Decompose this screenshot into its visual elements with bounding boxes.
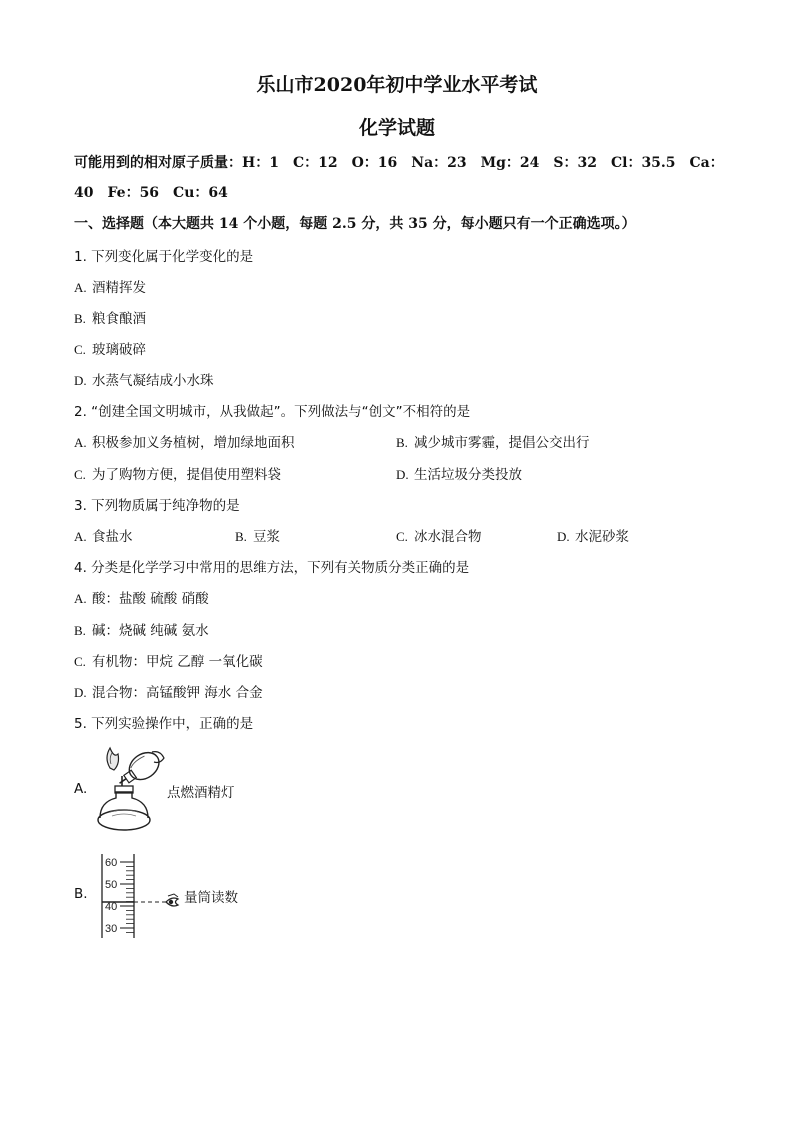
option-letter: B. (74, 311, 86, 326)
alcohol-lamp-figure (94, 746, 166, 834)
atomic-mass-line-1: 可能用到的相对原子质量：H：1 C：12 O：16 Na：23 Mg：24 S：32 Cl：35.5 Ca： (74, 155, 724, 171)
option-letter: A. (74, 529, 87, 544)
eye-icon (166, 894, 178, 906)
option-text: 玻璃破碎 (92, 342, 146, 358)
option-text: 豆浆 (253, 529, 280, 545)
option-text: 水蒸气凝结成小水珠 (92, 373, 214, 389)
option-item (396, 431, 590, 451)
atomic-mass-line-2: 40 Fe：56 Cu：64 (74, 185, 228, 201)
option-letter: B. (74, 886, 88, 902)
option-letter: D. (557, 529, 570, 544)
section-title: 一、选择题（本大题共 14 个小题，每题 2.5 分，共 35 分，每小题只有一个正确选项。） (74, 216, 636, 232)
option-item (557, 525, 629, 545)
option-item (74, 338, 146, 358)
option-item (74, 276, 146, 296)
option-letter: A. (74, 591, 87, 606)
option-item (74, 681, 263, 701)
option-item (74, 431, 295, 451)
option-item (396, 525, 482, 545)
option-text: 冰水混合物 (414, 529, 482, 545)
option-letter: C. (74, 467, 86, 482)
page-subtitle: 化学试题 (358, 117, 435, 139)
option-item (74, 650, 263, 670)
cylinder-tick-label: 50 (105, 879, 118, 891)
question-stem: 4. 分类是化学学习中常用的思维方法，下列有关物质分类正确的是 (74, 560, 470, 576)
question-stem: 2. “创建全国文明城市，从我做起”。下列做法与“创文”不相符的是 (74, 404, 471, 420)
option-text: 为了购物方便，提倡使用塑料袋 (92, 467, 281, 483)
option-text: 混合物：高锰酸钾 海水 合金 (92, 685, 263, 701)
option-letter: C. (74, 654, 86, 669)
option-item (74, 463, 281, 483)
option-letter: C. (74, 342, 86, 357)
cylinder-ticks (120, 862, 134, 932)
option-text: 酸：盐酸 硫酸 硝酸 (92, 591, 209, 607)
option-text: 有机物：甲烷 乙醇 一氧化碳 (92, 654, 263, 670)
cylinder-tick-label: 40 (105, 901, 118, 913)
option-letter: D. (396, 467, 409, 482)
option-item (235, 525, 280, 545)
option-text: 粮食酿酒 (92, 311, 146, 327)
page-title: 乐山市2020年初中学业水平考试 (256, 74, 538, 96)
option-text: 水泥砂浆 (575, 529, 629, 545)
cylinder-tick-label: 30 (105, 923, 118, 935)
option-letter: C. (396, 529, 408, 544)
option-item (396, 463, 522, 483)
option-item (74, 619, 209, 639)
option-text: 点燃酒精灯 (167, 785, 235, 801)
option-text: 酒精挥发 (92, 280, 146, 296)
question-stem: 1. 下列变化属于化学变化的是 (74, 249, 254, 265)
option-text: 食盐水 (92, 529, 133, 545)
option-text: 碱：烧碱 纯碱 氨水 (92, 623, 209, 639)
option-letter: A. (74, 781, 88, 797)
option-letter: B. (74, 623, 86, 638)
graduated-cylinder-figure (98, 852, 186, 940)
question-stem: 5. 下列实验操作中，正确的是 (74, 716, 254, 732)
option-item (74, 369, 214, 389)
cylinder-labels (105, 857, 117, 935)
option-item (74, 307, 146, 327)
option-letter: D. (74, 685, 87, 700)
option-letter: B. (396, 435, 408, 450)
question-stem: 3. 下列物质属于纯净物的是 (74, 498, 240, 514)
option-text: 生活垃圾分类投放 (414, 467, 522, 483)
option-text: 减少城市雾霾，提倡公交出行 (414, 435, 590, 451)
option-item (74, 525, 133, 545)
option-text: 积极参加义务植树，增加绿地面积 (92, 435, 295, 451)
option-letter: B. (235, 529, 247, 544)
option-letter: A. (74, 280, 87, 295)
option-letter: D. (74, 373, 87, 388)
option-letter: A. (74, 435, 87, 450)
option-item (74, 587, 209, 607)
cylinder-tick-label: 60 (105, 857, 118, 869)
option-text: 量筒读数 (184, 890, 238, 906)
